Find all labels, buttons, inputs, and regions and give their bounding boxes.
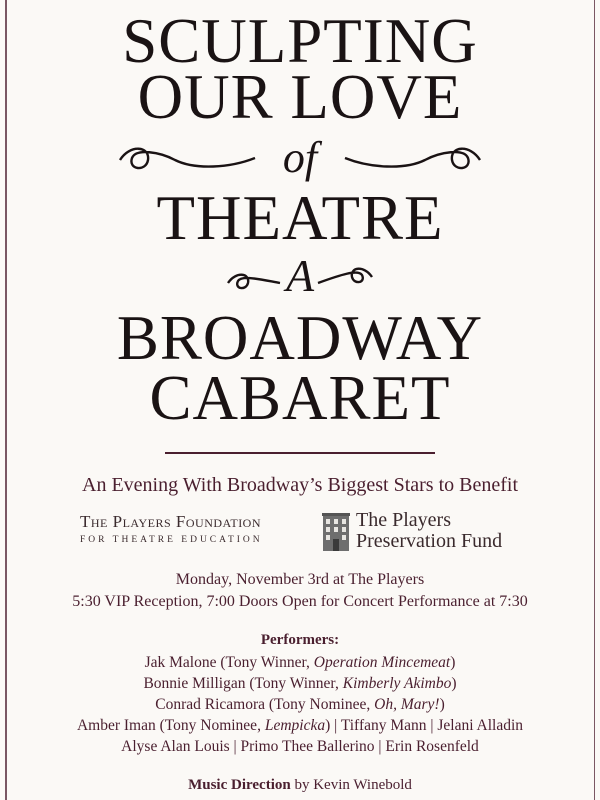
ornament-a (0, 250, 600, 305)
performer-row-3 (0, 696, 600, 714)
show-title: Operation Mincemeat (313, 654, 451, 671)
ornament-of (0, 132, 600, 187)
show-title: Kimberly Akimbo (342, 675, 452, 692)
music-director: by Kevin Winebold (290, 777, 412, 793)
performer-row-4 (0, 717, 600, 735)
performer-name: Conrad Ricamora (Tony Nominee, (155, 696, 375, 713)
players-foundation-logo (80, 512, 300, 545)
music-direction-label: Music Direction (188, 777, 291, 793)
title-line-1: SCULPTING (122, 6, 478, 76)
players-foundation-tagline: FOR THEATRE EDUCATION (80, 535, 263, 545)
ornament-word-of: of (282, 133, 318, 182)
title-line-7: CABARET (149, 363, 451, 433)
subtitle: An Evening With Broadway’s Biggest Stars to Benefit (82, 474, 518, 496)
players-foundation-name: The Players Foundation (80, 512, 262, 531)
performer-row-2 (0, 675, 600, 693)
music-direction (0, 777, 600, 794)
performer-name: Bonnie Milligan (Tony Winner, (143, 675, 343, 692)
preservation-fund-line-2: Preservation Fund (356, 530, 503, 552)
ornament-word-a: A (285, 250, 315, 301)
divider-rule (165, 452, 435, 454)
preservation-fund-logo (322, 510, 532, 556)
performer-row-1 (0, 654, 600, 672)
performer-suffix: ) (439, 696, 445, 713)
performer-row-5: Alyse Alan Louis | Primo Thee Ballerino | Erin Rosenfeld (121, 738, 479, 755)
title-line-4: THEATRE (156, 183, 444, 253)
title-line-6: BROADWAY (116, 303, 484, 373)
performer-suffix: ) (450, 654, 456, 671)
title-line-2: OUR LOVE (137, 62, 463, 132)
performer-suffix: ) (451, 675, 457, 692)
event-date: Monday, November 3rd at The Players (175, 571, 425, 588)
performer-name: Amber Iman (Tony Nominee, (76, 717, 265, 734)
performer-name: Jak Malone (Tony Winner, (144, 654, 314, 671)
performer-suffix: ) | Tiffany Mann | Jelani Alladin (325, 717, 524, 734)
show-title: Oh, Mary! (374, 696, 440, 713)
building-icon (322, 512, 350, 552)
show-title: Lempicka (264, 717, 326, 734)
preservation-fund-line-1: The Players (356, 509, 451, 531)
preservation-fund-text (356, 510, 502, 552)
performers-heading: Performers: (260, 632, 340, 648)
event-times: 5:30 VIP Reception, 7:00 Doors Open for Concert Performance at 7:30 (72, 593, 528, 610)
